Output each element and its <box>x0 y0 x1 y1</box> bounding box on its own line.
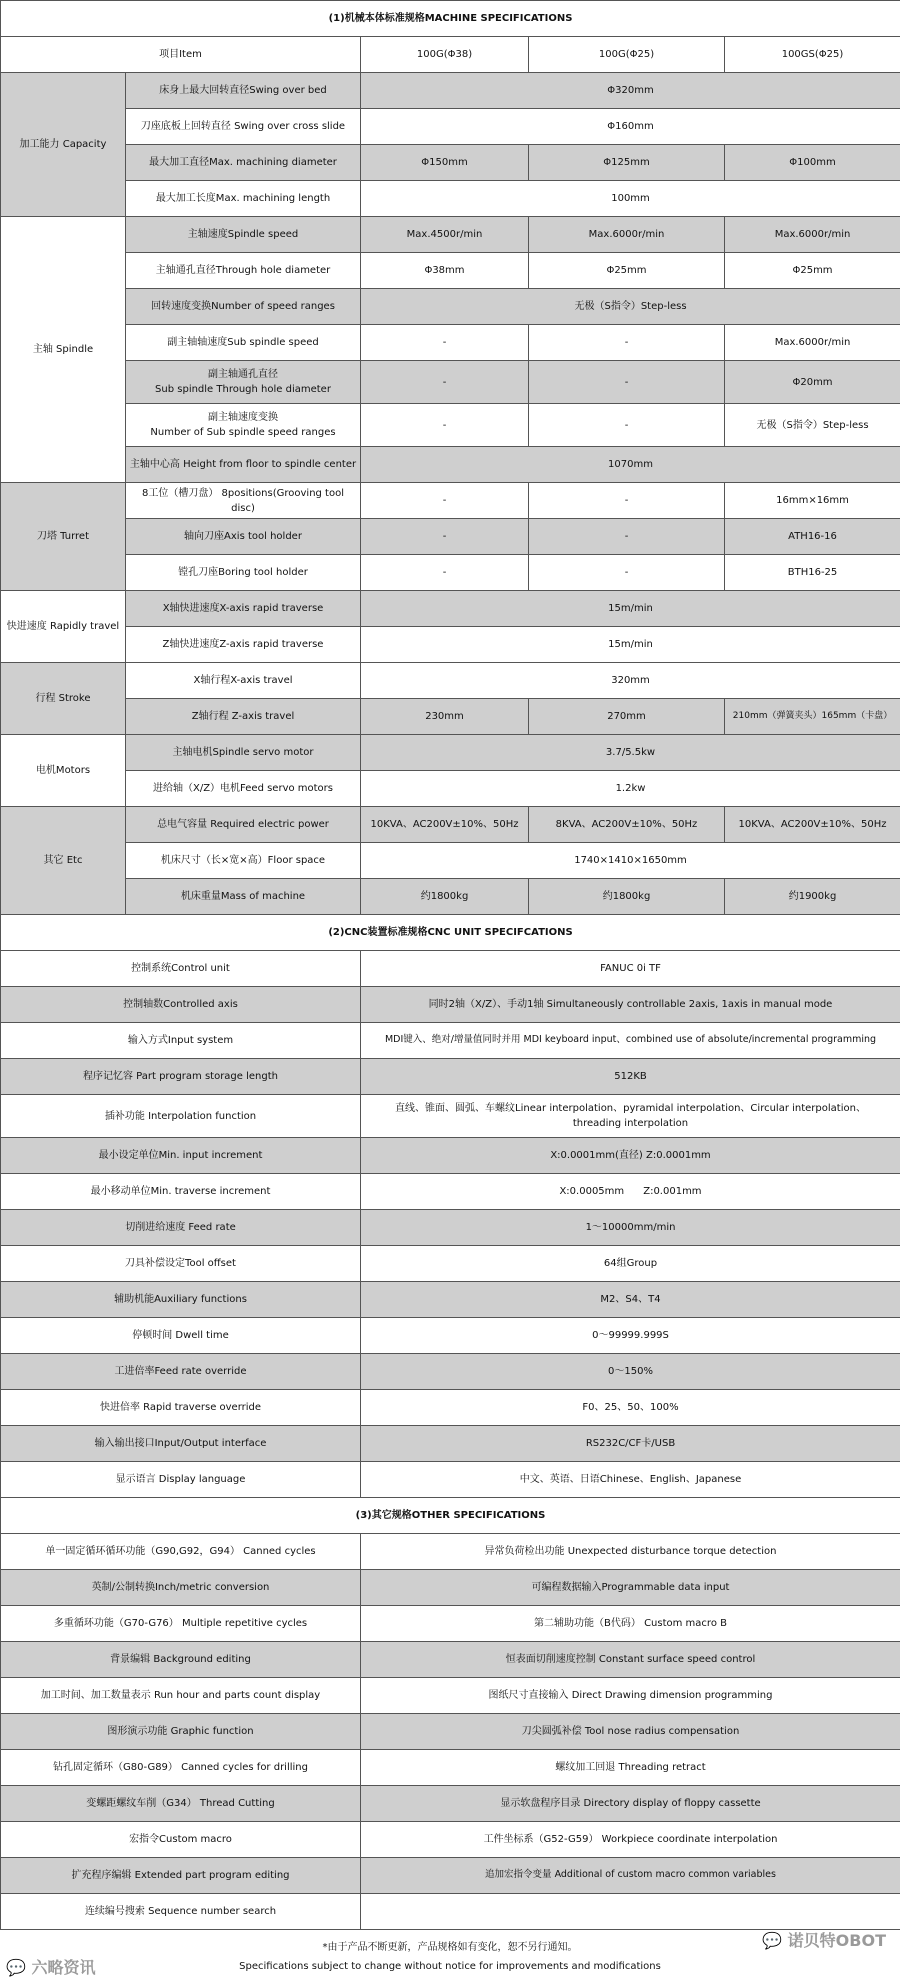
spec-value: Φ150mm <box>361 145 529 181</box>
header-model-2: 100G(Φ25) <box>529 37 725 73</box>
spec-value: 约1800kg <box>361 879 529 915</box>
spec-value: Φ100mm <box>725 145 900 181</box>
spec-label: X轴快进速度X-axis rapid traverse <box>126 591 361 627</box>
spec-value: Φ160mm <box>361 109 900 145</box>
table-row <box>1 1246 900 1282</box>
header-model-1: 100G(Φ38) <box>361 37 529 73</box>
spec-value: - <box>529 404 725 447</box>
group-label-etc: 其它 Etc <box>1 807 126 915</box>
cnc-label: 输入方式Input system <box>1 1023 361 1059</box>
spec-value: Φ320mm <box>361 73 900 109</box>
cnc-value: 0～150% <box>361 1354 900 1390</box>
table-row <box>1 951 900 987</box>
chat-bubble-icon: 💬 <box>762 1931 783 1950</box>
section1-title: (1)机械本体标准规格MACHINE SPECIFICATIONS <box>1 1 900 37</box>
table-row <box>1 1174 900 1210</box>
table-row <box>1 404 900 447</box>
other-left: 变螺距螺纹车削（G34） Thread Cutting <box>1 1786 361 1822</box>
group-label-spindle: 主轴 Spindle <box>1 217 126 483</box>
cnc-value <box>361 1095 900 1138</box>
spec-label: 最大加工直径Max. machining diameter <box>126 145 361 181</box>
cnc-label: 快进倍率 Rapid traverse override <box>1 1390 361 1426</box>
other-left: 图形演示功能 Graphic function <box>1 1714 361 1750</box>
table-row <box>1 627 900 663</box>
table-row <box>1 1354 900 1390</box>
spec-value: 无极（S指令）Step-less <box>361 289 900 325</box>
cnc-label: 控制轴数Controlled axis <box>1 987 361 1023</box>
spec-value: 1070mm <box>361 447 900 483</box>
table-row <box>1 1023 900 1059</box>
spec-value: 16mm×16mm <box>725 483 900 519</box>
cnc-value: 512KB <box>361 1059 900 1095</box>
table-row <box>1 1678 900 1714</box>
spec-value: 270mm <box>529 699 725 735</box>
table-row <box>1 663 900 699</box>
spec-value: - <box>361 325 529 361</box>
spec-label-en: Sub spindle Through hole diameter <box>155 384 331 395</box>
table-row <box>1 1059 900 1095</box>
cnc-label: 最小设定单位Min. input increment <box>1 1138 361 1174</box>
cnc-label: 切削进给速度 Feed rate <box>1 1210 361 1246</box>
spec-value: - <box>529 519 725 555</box>
other-left: 加工时间、加工数量表示 Run hour and parts count display <box>1 1678 361 1714</box>
table-row <box>1 807 900 843</box>
spec-label: 镗孔刀座Boring tool holder <box>126 555 361 591</box>
header-model-3: 100GS(Φ25) <box>725 37 900 73</box>
cnc-value: F0、25、50、100% <box>361 1390 900 1426</box>
cnc-value: MDI键入、绝对/增量值同时并用 MDI keyboard input、combined use of absolute/incremental programming <box>361 1023 900 1059</box>
spec-value: 约1800kg <box>529 879 725 915</box>
table-row <box>1 1318 900 1354</box>
spec-label: 机床重量Mass of machine <box>126 879 361 915</box>
spec-label: 主轴电机Spindle servo motor <box>126 735 361 771</box>
spec-label <box>126 361 361 404</box>
spec-label: 8工位（槽刀盘） 8positions(Grooving tool disc) <box>126 483 361 519</box>
other-right: 显示软盘程序目录 Directory display of floppy cassette <box>361 1786 900 1822</box>
spec-value: - <box>361 483 529 519</box>
spec-value: - <box>529 483 725 519</box>
spec-label-en: Number of Sub spindle speed ranges <box>150 427 336 438</box>
section2-title: (2)CNC装置标准规格CNC UNIT SPECIFCATIONS <box>1 915 900 951</box>
cnc-value: X:0.0001mm(直径) Z:0.0001mm <box>361 1138 900 1174</box>
spec-value: Φ125mm <box>529 145 725 181</box>
cnc-value: RS232C/CF卡/USB <box>361 1426 900 1462</box>
section1-title-row <box>1 1 900 37</box>
cnc-value: X:0.0005mm Z:0.001mm <box>361 1174 900 1210</box>
cnc-value: 同时2轴（X/Z）、手动1轴 Simultaneously controllable 2axis, 1axis in manual mode <box>361 987 900 1023</box>
cnc-label: 停顿时间 Dwell time <box>1 1318 361 1354</box>
cnc-value: FANUC 0i TF <box>361 951 900 987</box>
table-row <box>1 1390 900 1426</box>
other-right: 异常负荷检出功能 Unexpected disturbance torque detection <box>361 1534 900 1570</box>
spec-value: - <box>361 519 529 555</box>
cnc-value: 0～99999.999S <box>361 1318 900 1354</box>
spec-value: Φ25mm <box>529 253 725 289</box>
table-row <box>1 361 900 404</box>
spec-value: Φ20mm <box>725 361 900 404</box>
table-row <box>1 483 900 519</box>
spec-label: 床身上最大回转直径Swing over bed <box>126 73 361 109</box>
cnc-label: 最小移动单位Min. traverse increment <box>1 1174 361 1210</box>
spec-label: 进给轴（X/Z）电机Feed servo motors <box>126 771 361 807</box>
table-row <box>1 879 900 915</box>
group-label-capacity: 加工能力 Capacity <box>1 73 126 217</box>
other-right: 追加宏指令变量 Additional of custom macro common variables <box>361 1858 900 1894</box>
cnc-value: 64组Group <box>361 1246 900 1282</box>
spec-value: BTH16-25 <box>725 555 900 591</box>
table-row <box>1 1570 900 1606</box>
table-row <box>1 1210 900 1246</box>
table-row <box>1 1095 900 1138</box>
group-label-turret: 刀塔 Turret <box>1 483 126 591</box>
other-left: 单一固定循环循环功能（G90,G92，G94） Canned cycles <box>1 1534 361 1570</box>
spec-value: Max.6000r/min <box>725 325 900 361</box>
table-row <box>1 987 900 1023</box>
cnc-value: 中文、英语、日语Chinese、English、Japanese <box>361 1462 900 1498</box>
other-left: 连续编号搜索 Sequence number search <box>1 1894 361 1930</box>
spec-value: 10KVA、AC200V±10%、50Hz <box>725 807 900 843</box>
table-row <box>1 591 900 627</box>
table-row <box>1 771 900 807</box>
watermark-right <box>762 1928 886 1951</box>
spec-label: 回转速度变换Number of speed ranges <box>126 289 361 325</box>
table-row <box>1 843 900 879</box>
spec-label: 副主轴轴速度Sub spindle speed <box>126 325 361 361</box>
spec-label <box>126 404 361 447</box>
spec-label: 机床尺寸（长×宽×高）Floor space <box>126 843 361 879</box>
other-right: 螺纹加工回退 Threading retract <box>361 1750 900 1786</box>
table-row <box>1 109 900 145</box>
table-row <box>1 735 900 771</box>
cnc-label: 辅助机能Auxiliary functions <box>1 1282 361 1318</box>
spec-value: Max.6000r/min <box>725 217 900 253</box>
section3-title: (3)其它规格OTHER SPECIFICATIONS <box>1 1498 900 1534</box>
other-right: 图纸尺寸直接输入 Direct Drawing dimension programming <box>361 1678 900 1714</box>
spec-value: - <box>529 325 725 361</box>
spec-label: 主轴中心高 Height from floor to spindle center <box>126 447 361 483</box>
cnc-value-line: threading interpolation <box>572 1118 689 1129</box>
table-row <box>1 1534 900 1570</box>
table-row <box>1 1282 900 1318</box>
table-row <box>1 555 900 591</box>
cnc-label: 程序记忆容 Part program storage length <box>1 1059 361 1095</box>
other-left: 宏指令Custom macro <box>1 1822 361 1858</box>
cnc-label: 输入输出接口Input/Output interface <box>1 1426 361 1462</box>
footer-note-cn: *由于产品不断更新，产品规格如有变化，恕不另行通知。 <box>322 1942 578 1953</box>
spec-label-cn: 副主轴速度变换 <box>208 412 278 423</box>
spec-value: 210mm（弹簧夹头）165mm（卡盘） <box>725 699 900 735</box>
table-row <box>1 1822 900 1858</box>
spec-value: 约1900kg <box>725 879 900 915</box>
spec-value: 15m/min <box>361 591 900 627</box>
table-row <box>1 1858 900 1894</box>
table-row <box>1 1426 900 1462</box>
spec-label-cn: 副主轴通孔直径 <box>208 369 278 380</box>
spec-value: 3.7/5.5kw <box>361 735 900 771</box>
table-row <box>1 325 900 361</box>
table-row <box>1 217 900 253</box>
watermark-left-text: 六略资讯 <box>31 1958 96 1977</box>
table-row <box>1 1462 900 1498</box>
other-right: 恒表面切削速度控制 Constant surface speed control <box>361 1642 900 1678</box>
other-left: 扩充程序编辑 Extended part program editing <box>1 1858 361 1894</box>
spec-value: Max.4500r/min <box>361 217 529 253</box>
cnc-value: 1～10000mm/min <box>361 1210 900 1246</box>
group-label-stroke: 行程 Stroke <box>1 663 126 735</box>
watermark-left <box>6 1955 96 1978</box>
cnc-value-line: 直线、锥面、圆弧、车螺纹Linear interpolation、pyramidal interpolation、Circular interpolation、 <box>395 1103 866 1114</box>
spec-value: 15m/min <box>361 627 900 663</box>
spec-label: 轴向刀座Axis tool holder <box>126 519 361 555</box>
spec-value: Max.6000r/min <box>529 217 725 253</box>
section2-title-row <box>1 915 900 951</box>
group-label-rapid: 快进速度 Rapidly travel <box>1 591 126 663</box>
other-left: 钻孔固定循环（G80-G89） Canned cycles for drilling <box>1 1750 361 1786</box>
spec-value: 无极（S指令）Step-less <box>725 404 900 447</box>
table-row <box>1 145 900 181</box>
other-right <box>361 1894 900 1930</box>
section3-title-row <box>1 1498 900 1534</box>
spec-value: Φ38mm <box>361 253 529 289</box>
table-row <box>1 699 900 735</box>
table-row <box>1 1786 900 1822</box>
cnc-label: 工进倍率Feed rate override <box>1 1354 361 1390</box>
spec-value: - <box>361 361 529 404</box>
table-row <box>1 1138 900 1174</box>
cnc-label: 插补功能 Interpolation function <box>1 1095 361 1138</box>
spec-value: ATH16-16 <box>725 519 900 555</box>
table-row <box>1 289 900 325</box>
spec-value: 100mm <box>361 181 900 217</box>
cnc-label: 显示语言 Display language <box>1 1462 361 1498</box>
chat-bubble-icon: 💬 <box>6 1958 26 1977</box>
table-row <box>1 1642 900 1678</box>
spec-value: - <box>529 361 725 404</box>
spec-value: - <box>361 555 529 591</box>
spec-label: 刀座底板上回转直径 Swing over cross slide <box>126 109 361 145</box>
other-right: 刀尖圆弧补偿 Tool nose radius compensation <box>361 1714 900 1750</box>
header-item: 项目Item <box>1 37 361 73</box>
table-row <box>1 181 900 217</box>
watermark-right-text: 诺贝特OBOT <box>787 1931 886 1950</box>
spec-value: 1740×1410×1650mm <box>361 843 900 879</box>
table-row <box>1 519 900 555</box>
header-row <box>1 37 900 73</box>
other-right: 第二辅助功能（B代码） Custom macro B <box>361 1606 900 1642</box>
group-label-motors: 电机Motors <box>1 735 126 807</box>
spec-label: 总电气容量 Required electric power <box>126 807 361 843</box>
spec-value: - <box>529 555 725 591</box>
spec-label: 主轴通孔直径Through hole diameter <box>126 253 361 289</box>
table-row <box>1 447 900 483</box>
spec-label: 主轴速度Spindle speed <box>126 217 361 253</box>
spec-value: - <box>361 404 529 447</box>
other-left: 英制/公制转换Inch/metric conversion <box>1 1570 361 1606</box>
spec-label: Z轴行程 Z-axis travel <box>126 699 361 735</box>
other-right: 工件坐标系（G52-G59） Workpiece coordinate interpolation <box>361 1822 900 1858</box>
spec-value: 10KVA、AC200V±10%、50Hz <box>361 807 529 843</box>
footer-note-en: Specifications subject to change without notice for improvements and modifications <box>239 1961 661 1972</box>
other-right: 可编程数据输入Programmable data input <box>361 1570 900 1606</box>
cnc-label: 刀具补偿设定Tool offset <box>1 1246 361 1282</box>
cnc-label: 控制系统Control unit <box>1 951 361 987</box>
other-left: 多重循环功能（G70-G76） Multiple repetitive cycles <box>1 1606 361 1642</box>
table-row <box>1 1606 900 1642</box>
table-row <box>1 1750 900 1786</box>
table-row <box>1 1894 900 1930</box>
table-row <box>1 253 900 289</box>
spec-label: Z轴快进速度Z-axis rapid traverse <box>126 627 361 663</box>
spec-value: Φ25mm <box>725 253 900 289</box>
table-row <box>1 73 900 109</box>
table-row <box>1 1714 900 1750</box>
spec-label: X轴行程X-axis travel <box>126 663 361 699</box>
spec-value: 230mm <box>361 699 529 735</box>
other-left: 背景编辑 Background editing <box>1 1642 361 1678</box>
spec-label: 最大加工长度Max. machining length <box>126 181 361 217</box>
spec-value: 1.2kw <box>361 771 900 807</box>
spec-value: 320mm <box>361 663 900 699</box>
spec-value: 8KVA、AC200V±10%、50Hz <box>529 807 725 843</box>
cnc-value: M2、S4、T4 <box>361 1282 900 1318</box>
